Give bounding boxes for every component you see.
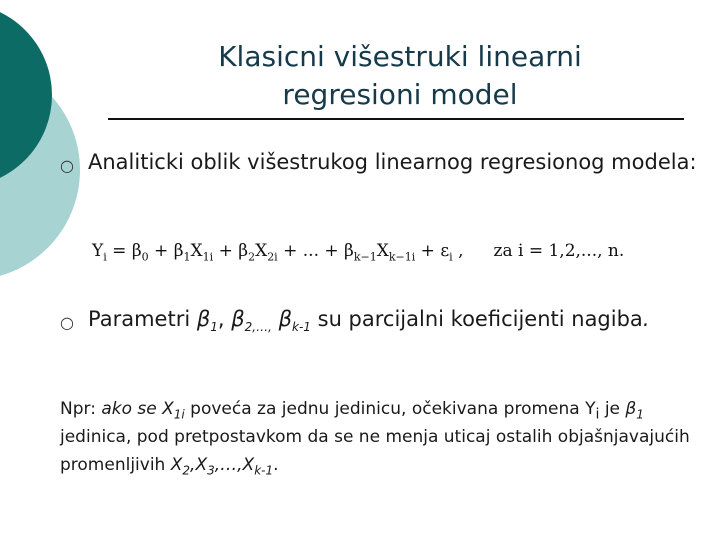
title-line-1: Klasicni višestruki linearni <box>218 40 582 73</box>
slide-title <box>120 38 680 114</box>
bullet-marker-1: ○ <box>60 156 74 175</box>
title-underline <box>108 118 684 120</box>
para-ako: ako se X <box>101 399 174 419</box>
formula-lhs: Y <box>92 241 104 261</box>
para-y-sub: i <box>595 406 600 423</box>
para-x2: X <box>170 455 183 475</box>
decorative-circles <box>0 0 90 300</box>
formula-bk-sub: k−1 <box>353 250 377 264</box>
b2-beta1: β <box>196 307 211 331</box>
formula-eps-sub: i <box>449 250 453 264</box>
para-c2: ,…, <box>214 455 243 475</box>
para-x3: X <box>195 455 208 475</box>
b2-sep2 <box>272 307 279 331</box>
para-c1: , <box>190 455 196 475</box>
para-p3: je <box>599 399 626 419</box>
formula-t1: + β <box>148 241 184 261</box>
example-paragraph <box>60 395 710 479</box>
b2-beta1-sub: 1 <box>210 320 218 335</box>
bullet-marker-2: ○ <box>60 313 74 332</box>
formula-t3: + ... + β <box>277 241 354 261</box>
formula-eq: = β <box>106 241 142 261</box>
para-x2-sub: 2 <box>182 463 191 478</box>
para-x3-sub: 3 <box>207 463 215 478</box>
para-beta: β <box>625 399 637 419</box>
para-xk-sub: k-1 <box>254 463 274 478</box>
para-end: . <box>273 455 279 475</box>
formula-b2-sub: 2 <box>248 250 256 264</box>
formula-x1: X <box>190 241 203 261</box>
b2-post: su parcijalni koeficijenti nagiba <box>310 307 643 331</box>
para-xk: X <box>242 455 255 475</box>
formula-x1-sub: 1i <box>202 250 214 264</box>
bullet-text-2 <box>88 305 698 334</box>
para-ako-sub: 1i <box>173 407 185 422</box>
para-p1: Npr: <box>60 399 102 419</box>
formula-b0-sub: 0 <box>141 250 149 264</box>
b2-pre: Parametri <box>88 307 197 331</box>
b2-period: . <box>642 307 650 331</box>
b2-betak: β <box>278 307 293 331</box>
formula-t2: + β <box>213 241 249 261</box>
title-line-2: regresioni model <box>282 78 518 111</box>
b2-beta2-sub: 2,…, <box>244 320 272 335</box>
formula-range: za i = 1,2,..., n. <box>493 241 625 261</box>
formula-t4: + ε <box>415 241 450 261</box>
b2-betak-sub: k-1 <box>292 320 311 335</box>
para-p2: poveća za jednu jedinicu, očekivana promena Y <box>184 399 596 419</box>
formula-x2-sub: 2i <box>267 250 278 264</box>
formula-x2: X <box>255 241 268 261</box>
regression-formula <box>92 241 692 264</box>
bullet-text-1: Analiticki oblik višestrukog linearnog regresionog modela: <box>88 150 697 174</box>
para-p4: jedinica, pod pretpostavkom da se ne menja uticaj ostalih objašnjavajućih promenljivih <box>60 427 690 475</box>
b2-beta2: β <box>231 307 245 331</box>
para-beta-sub: 1 <box>636 407 644 422</box>
formula-comma: , <box>452 241 464 261</box>
circles-graphic <box>0 0 90 300</box>
formula-xk: X <box>376 241 389 261</box>
formula-b1-sub: 1 <box>183 250 191 264</box>
formula-lhs-sub: i <box>103 250 107 264</box>
b2-sep1: , <box>217 307 232 331</box>
formula-xk-sub: k−1i <box>388 250 416 264</box>
